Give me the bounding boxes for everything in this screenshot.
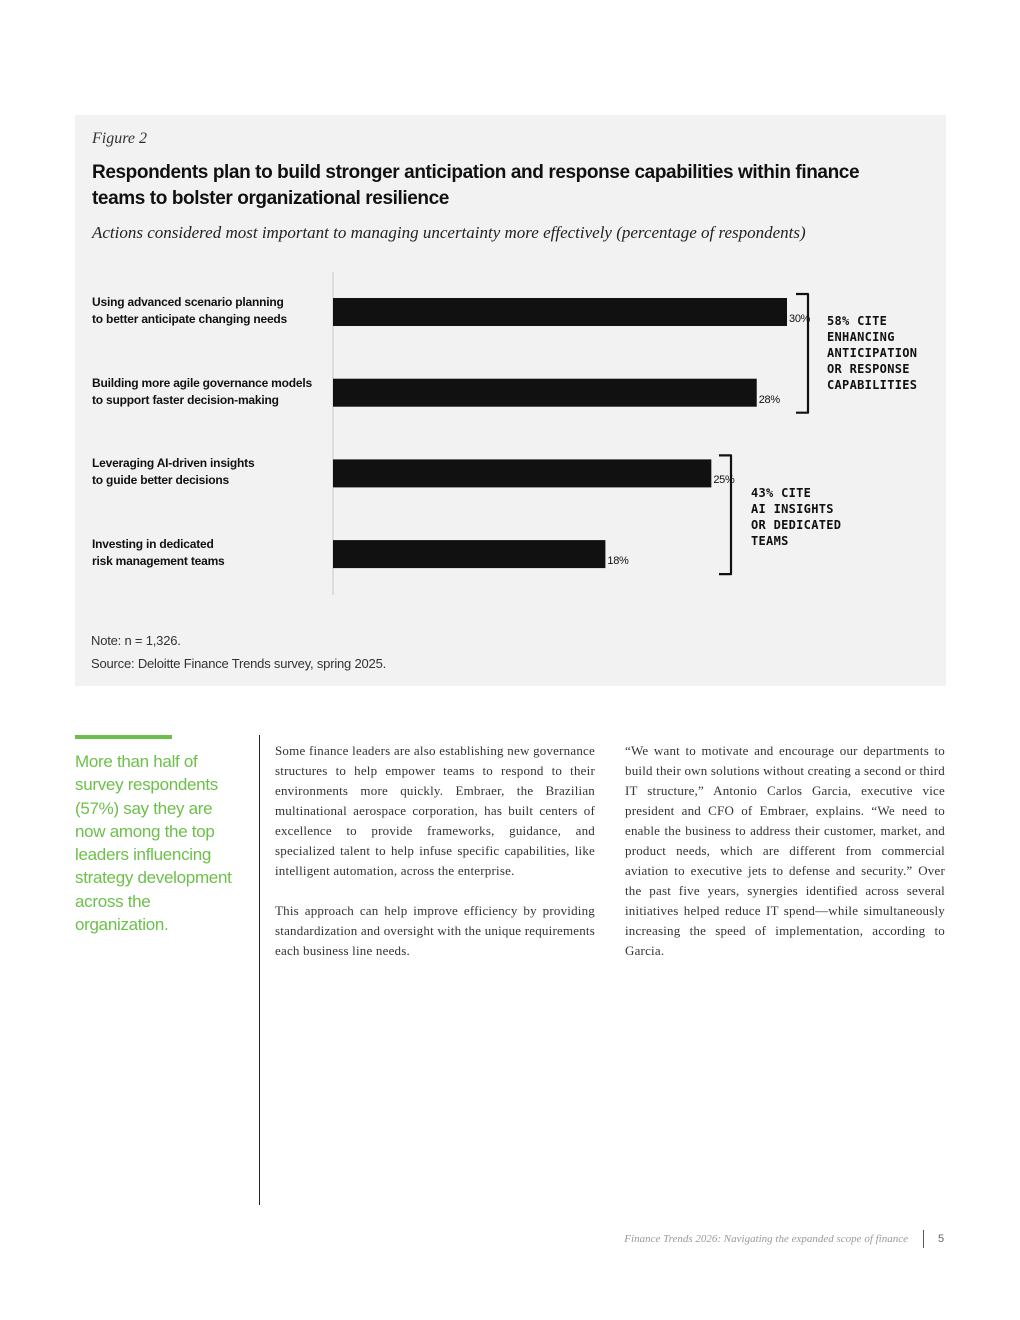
annotation-note-line: 58% CITE [827, 314, 888, 328]
pull-quote: More than half of survey respondents (57%) say they are now among the top leaders influencing strategy development across the organization. [75, 752, 232, 935]
bar-category-line: Using advanced scenario planning [92, 295, 284, 309]
figure-note: Note: n = 1,326. [91, 633, 181, 648]
annotation-bracket [796, 294, 808, 413]
figure-source: Source: Deloitte Finance Trends survey, spring 2025. [91, 656, 387, 671]
annotation-note-line: OR DEDICATED [751, 518, 842, 532]
annotation-note-line: OR RESPONSE [827, 362, 910, 376]
annotation-note [827, 313, 917, 393]
bar-category-label [92, 455, 332, 489]
body-paragraph: “We want to motivate and encourage our departments to build their own solutions without creating a second or third IT structure,” Antonio Carlos Garcia, executive vice president and CFO of Embraer, explains. “We need to enable the business to address their customer, market, and product needs, which are different from commercial aviation to executive jets to defense and security.” Over the past five years, synergies identified across several initiatives helped reduce IT spend—while simultaneously increasing the speed of implementation, according to Garcia. [625, 743, 945, 958]
body-paragraph: Some finance leaders are also establishing new governance structures to help empower teams to respond to their environments more quickly. Embraer, the Brazilian multinational aerospace corporation, has built centers of excellence to provide frameworks, guidance, and specialized talent to help infuse specific capabilities, like intelligent automation, across the enterprise. [275, 743, 595, 878]
bar-category-line: Building more agile governance models [92, 375, 312, 390]
figure-title: Respondents plan to build stronger anticipation and response capabilities within finance teams to bolster organizational resilience [92, 162, 860, 209]
chart-bar [333, 379, 757, 407]
annotation-note-line: TEAMS [751, 534, 789, 548]
chart-bar [333, 540, 605, 568]
bar-value-label: 30% [789, 313, 811, 325]
annotation-note [751, 485, 841, 549]
column-divider [259, 735, 260, 1205]
body-column-2 [625, 741, 945, 981]
page-number: 5 [938, 1233, 945, 1245]
bar-category-line: to better anticipate changing needs [92, 312, 288, 326]
bar-value-label: 28% [758, 393, 780, 406]
bar-category-line: to support faster decision-making [92, 392, 279, 407]
bar-category-label [92, 536, 332, 570]
body-paragraph: This approach can help improve efficiency by providing standardization and oversight with the unique requirements each business line needs. [275, 903, 595, 958]
figure-panel [75, 115, 946, 686]
bar-value-label: 18% [607, 555, 629, 568]
chart-bar [333, 459, 711, 487]
pull-quote-rule [75, 735, 172, 739]
bar-category-label [92, 375, 332, 409]
annotation-note-line: 43% CITE [751, 486, 812, 500]
figure-subtitle: Actions considered most important to managing uncertainty more effectively (percentage of respondents) [92, 223, 806, 242]
annotation-bracket [719, 455, 731, 574]
footer-title: Finance Trends 2026: Navigating the expanded scope of finance [624, 1233, 908, 1245]
body-column-1 [275, 741, 595, 981]
annotation-note-line: CAPABILITIES [827, 378, 918, 392]
bar-category-line: to guide better decisions [92, 473, 230, 488]
bar-category-line: Investing in dedicated [92, 537, 214, 552]
bar-category-label [92, 294, 332, 328]
footer-separator [923, 1230, 924, 1248]
annotation-note-line: AI INSIGHTS [751, 502, 834, 516]
figure-label: Figure 2 [92, 130, 147, 147]
chart-bar [333, 298, 787, 326]
bar-value-label: 25% [713, 474, 735, 487]
bar-category-line: Leveraging AI-driven insights [92, 456, 255, 471]
annotation-note-line: ENHANCING [827, 330, 895, 344]
annotation-note-line: ANTICIPATION [827, 346, 918, 360]
bar-category-line: risk management teams [92, 554, 225, 569]
